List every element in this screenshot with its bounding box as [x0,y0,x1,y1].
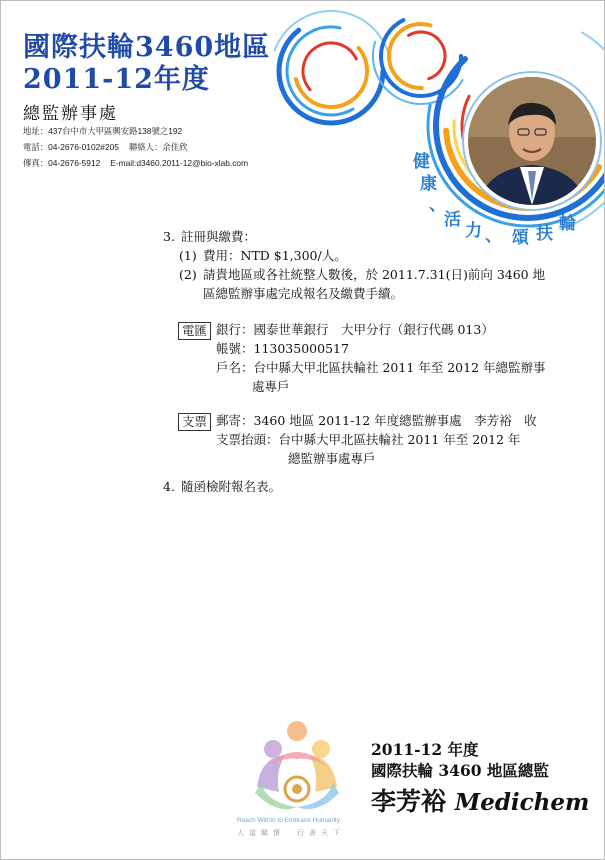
item-number: 3. [163,229,175,244]
wire-holder-2: 處專戶 [252,379,290,394]
signature-name [371,782,589,818]
name-chinese: 李芳裕 [371,787,447,816]
portrait-image [468,77,596,205]
slogan-char: 頌 [512,228,529,248]
email-text: E-mail:d3460.2011-12@bio-xlab.com [110,158,249,168]
slogan-char: 、 [429,195,446,215]
item-number: 4. [163,479,175,494]
motto-english: Reach Within to Embrace Humanity [237,817,340,824]
check-mail: 郵寄：3460 地區 2011-12 年度總監辦事處 李芳裕 收 [216,413,537,428]
contact-person: 聯絡人：余佳欣 [128,142,188,152]
address-line: 地址：437台中市大甲區興安路138號之192 [23,126,183,136]
phone-line [23,141,188,153]
check-payee-1: 支票抬頭：台中縣大甲北區扶輪社 2011 年至 2012 年 [216,432,521,447]
fax-text: 傳真：04-2676-5912 [23,158,101,168]
slogan-char: 力 [465,221,482,241]
wire-label: 電匯 [178,322,211,340]
item-title: 註冊與繳費： [181,229,257,244]
wire-account: 帳號：113035000517 [216,341,349,356]
fax-line [23,157,248,169]
fee-text: 費用：NTD $1,300/人。 [203,248,347,263]
deadline-line-1 [179,265,545,284]
office-name: 總監辦事處 [23,104,118,124]
item-4-text: 隨函檢附報名表。 [181,479,282,494]
wire-label-box [178,321,211,340]
signature-year: 2011-12 年度 [371,740,479,759]
deadline-text-2: 區總監辦事處完成報名及繳費手續。 [203,286,404,301]
slogan-char: 、 [485,226,502,246]
motto-chinese: 人道關懷 行善天下 [237,829,345,837]
slogan-char: 輪 [559,214,576,234]
sub-number: (2) [179,267,197,282]
wire-holder-1: 戶名：台中縣大甲北區扶輪社 2011 年至 2012 年總監辦事 [216,360,546,375]
check-payee-2: 總監辦事處專戶 [288,451,376,466]
item-3-heading [163,227,256,246]
rotary-theme-logo [237,717,357,817]
fee-line [179,246,347,265]
slogan-char: 活 [444,210,461,230]
phone-text: 電話：04-2676-0102#205 [23,142,119,152]
district-title: 國際扶輪3460地區 [23,32,271,63]
check-label-box [178,412,211,431]
slogan-char: 康 [420,174,437,194]
year-title: 2011-12年度 [23,64,210,95]
item-4-line [163,477,281,496]
governor-portrait [464,73,600,209]
slogan-char: 扶 [536,224,553,244]
name-latin: Medichem [454,789,590,816]
signature-position: 國際扶輪 3460 地區總監 [371,761,549,780]
deadline-text-1: 請貴地區或各社統整人數後，於 2011.7.31(日)前向 3460 地 [203,267,546,282]
wire-bank: 銀行：國泰世華銀行 大甲分行（銀行代碼 013） [216,322,494,337]
slogan-char: 健 [413,152,430,172]
sub-number: (1) [179,248,197,263]
check-label: 支票 [178,413,211,431]
